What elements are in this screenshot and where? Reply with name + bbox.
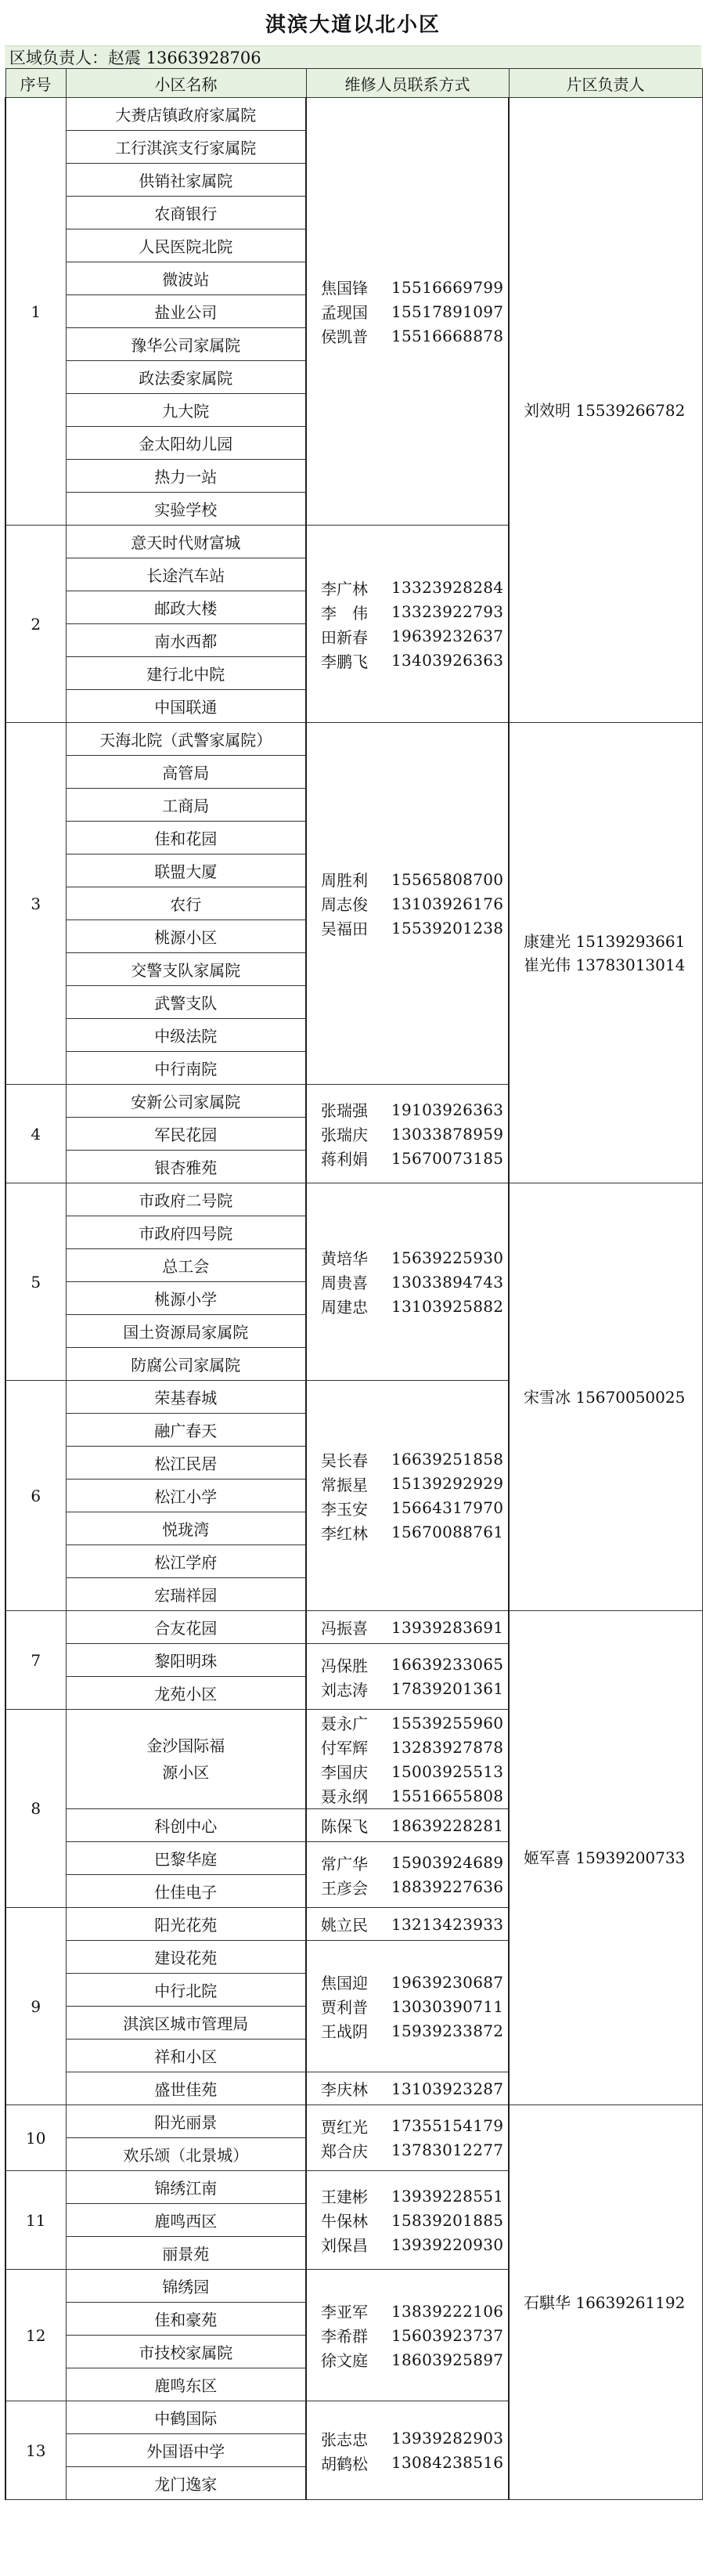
community-name: 中行南院 (66, 1052, 306, 1085)
contact-name: 焦国迎 (321, 1974, 368, 1993)
contact-line (310, 1783, 505, 1808)
community-name: 银杏雅苑 (66, 1151, 306, 1183)
contact-phone: 13939220930 (391, 2235, 504, 2254)
community-name: 锦绣江南 (66, 2171, 306, 2204)
contact-phone: 17355154179 (391, 2116, 504, 2135)
contact-name: 田新春 (321, 627, 368, 647)
region-manager: 区域负责人：赵震 13663928706 (5, 45, 701, 68)
community-name: 市技校家属院 (66, 2336, 306, 2368)
seq-cell: 3 (5, 723, 66, 1085)
community-name: 南水西都 (66, 624, 306, 657)
community-name: 军民花园 (66, 1118, 306, 1151)
contact-cell (306, 1908, 509, 1941)
contact-name: 李玉安 (321, 1499, 368, 1519)
seq-cell: 7 (5, 1611, 66, 1710)
contact-phone: 15539201238 (391, 918, 504, 938)
contact-line (310, 1677, 505, 1701)
contact-name: 聂永广 (321, 1714, 368, 1733)
community-name: 总工会 (66, 1249, 306, 1282)
table-row (5, 723, 702, 756)
sheet-title: 淇滨大道以北小区 (265, 13, 441, 37)
community-name: 融广春天 (66, 1414, 306, 1447)
contact-name: 李希群 (321, 2327, 368, 2346)
contact-phone: 13403926363 (391, 651, 504, 670)
contact-line (310, 299, 505, 323)
seq-cell: 6 (5, 1381, 66, 1611)
contact-line (310, 2347, 505, 2372)
contact-phone: 13939228551 (391, 2186, 504, 2206)
contact-line (310, 1851, 505, 1875)
community-name: 鹿鸣东区 (66, 2368, 306, 2401)
seq-cell: 4 (5, 1085, 66, 1183)
contact-line (310, 1912, 505, 1936)
community-name: 金太阳幼儿园 (66, 427, 306, 460)
contact-line (310, 2451, 505, 2475)
header-name: 小区名称 (66, 69, 306, 98)
contact-name: 张瑞庆 (321, 1125, 368, 1144)
contact-name: 王彦会 (321, 1878, 368, 1898)
community-name: 武警支队 (66, 986, 306, 1019)
contact-phone: 15664317970 (391, 1498, 504, 1517)
contact-line (310, 1813, 505, 1837)
contact-cell (306, 723, 509, 1085)
contact-phone: 13939282903 (391, 2429, 504, 2448)
contact-cell (306, 1809, 509, 1842)
contact-line (310, 2426, 505, 2451)
community-name: 中行北院 (66, 1974, 306, 2007)
community-name: 锦绣园 (66, 2270, 306, 2303)
contact-line (310, 1759, 505, 1783)
seq-cell: 11 (5, 2171, 66, 2270)
area-manager: 刘效明 15539266782 (524, 400, 686, 420)
community-name: 龙苑小区 (66, 1677, 306, 1710)
contact-name: 周志俊 (321, 895, 368, 914)
community-name: 外国语中学 (66, 2434, 306, 2467)
community-name: 松江小学 (66, 1479, 306, 1512)
community-name: 龙门逸家 (66, 2467, 306, 2500)
contact-phone: 19639230687 (391, 1972, 504, 1992)
contact-line (310, 576, 505, 600)
contact-phone: 13103926176 (391, 894, 504, 913)
contact-name: 张志忠 (321, 2430, 368, 2449)
contact-line (310, 1711, 505, 1735)
contact-phone: 18639228281 (391, 1815, 504, 1835)
contact-name: 李红林 (321, 1523, 368, 1543)
contact-phone: 13033878959 (391, 1124, 504, 1143)
header-row (5, 69, 702, 98)
contact-phone: 13283927878 (391, 1737, 504, 1757)
community-name: 松江学府 (66, 1545, 306, 1578)
community-name: 市政府二号院 (66, 1183, 306, 1216)
contact-line (310, 1735, 505, 1759)
contact-cell (306, 1611, 509, 1644)
contact-cell (306, 1941, 509, 2072)
contact-name: 黄培华 (321, 1249, 368, 1268)
community-name: 工商局 (66, 789, 306, 822)
contact-name: 牛保林 (321, 2212, 368, 2231)
contact-name: 孟现国 (321, 303, 368, 322)
community-name: 佳和花园 (66, 822, 306, 854)
contact-line (310, 2184, 505, 2208)
community-name: 豫华公司家属院 (66, 328, 306, 361)
community-name: 建行北中院 (66, 657, 306, 690)
seq-cell: 8 (5, 1710, 66, 1908)
contact-phone: 13939283691 (391, 1617, 504, 1637)
contact-phone: 18839227636 (391, 1877, 504, 1896)
contact-line (310, 1270, 505, 1294)
community-name: 热力一站 (66, 460, 306, 493)
community-name: 实验学校 (66, 493, 306, 526)
area-manager: 康建光 15139293661 (524, 931, 686, 951)
contact-name: 李广林 (321, 579, 368, 598)
contact-name: 焦国锋 (321, 279, 368, 298)
community-name: 悦珑湾 (66, 1512, 306, 1545)
community-name: 农商银行 (66, 197, 306, 229)
contact-phone: 13084238516 (391, 2453, 504, 2472)
contact-line (310, 1653, 505, 1677)
contact-line (310, 2232, 505, 2256)
community-name: 政法委家属院 (66, 361, 306, 394)
contact-line (310, 1472, 505, 1496)
contact-line (310, 649, 505, 673)
contact-name: 姚立民 (321, 1916, 368, 1935)
contact-line (310, 2208, 505, 2232)
contact-phone: 13030390711 (391, 1996, 504, 2016)
community-name: 防腐公司家属院 (66, 1348, 306, 1381)
contact-phone: 15517891097 (391, 302, 504, 321)
contact-line (310, 2018, 505, 2043)
community-name: 大赉店镇政府家属院 (66, 98, 306, 131)
contact-line (310, 1970, 505, 1994)
contact-cell (306, 2105, 509, 2171)
table-row (5, 1183, 702, 1216)
contact-cell (306, 1842, 509, 1908)
contact-name: 蒋利娟 (321, 1150, 368, 1169)
contact-phone: 17839201361 (391, 1679, 504, 1698)
community-name-text: 金沙国际福源小区 (146, 1736, 225, 1782)
area-manager: 崔光伟 13783013014 (524, 955, 686, 974)
area-manager: 姬军喜 15939200733 (524, 1848, 686, 1867)
area-manager-cell (509, 1611, 702, 2105)
contact-phone: 18603925897 (391, 2350, 504, 2369)
contact-name: 李国庆 (321, 1763, 368, 1782)
contact-line (310, 2076, 505, 2101)
contact-name: 徐文庭 (321, 2351, 368, 2370)
contact-cell (306, 526, 509, 723)
community-name: 工行淇滨支行家属院 (66, 131, 306, 164)
contact-phone: 15139292929 (391, 1474, 504, 1493)
community-name: 阳光丽景 (66, 2105, 306, 2138)
table-row (5, 1611, 702, 1644)
community-name: 长途汽车站 (66, 558, 306, 591)
contact-name: 李 伟 (321, 603, 368, 623)
spreadsheet (5, 0, 701, 2500)
contact-phone: 13033894743 (391, 1272, 504, 1292)
contact-name: 聂永纲 (321, 1787, 368, 1806)
contact-phone: 19639232637 (391, 627, 504, 645)
contact-phone: 15565808700 (391, 869, 504, 889)
contact-cell (306, 1644, 509, 1710)
contact-line (310, 600, 505, 624)
contact-line (310, 323, 505, 348)
community-name: 九大院 (66, 394, 306, 427)
contact-line (310, 1615, 505, 1639)
contact-line (310, 1146, 505, 1170)
contact-line (310, 1122, 505, 1146)
contact-name: 陈保飞 (321, 1817, 368, 1836)
contact-phone: 15670073185 (391, 1148, 504, 1168)
contact-phone: 15516655808 (391, 1786, 504, 1805)
contact-cell (306, 2072, 509, 2105)
contact-name: 王建彬 (321, 2188, 368, 2206)
contact-phone: 15639225930 (391, 1248, 504, 1267)
contact-line (310, 1994, 505, 2018)
community-name: 中国联通 (66, 690, 306, 723)
community-name: 佳和豪苑 (66, 2303, 306, 2336)
community-name: 意天时代财富城 (66, 526, 306, 558)
community-name: 高管局 (66, 756, 306, 789)
contact-name: 李鹏飞 (321, 652, 368, 671)
community-name: 供销社家属院 (66, 164, 306, 197)
area-manager-cell (509, 723, 702, 1183)
community-name: 宏瑞祥园 (66, 1578, 306, 1611)
community-name: 黎阳明珠 (66, 1644, 306, 1677)
community-name: 农行 (66, 887, 306, 920)
contact-phone: 13839222106 (391, 2301, 504, 2321)
contact-phone: 15003925513 (391, 1761, 504, 1781)
contact-name: 李亚军 (321, 2303, 368, 2321)
community-name: 桃源小区 (66, 920, 306, 953)
community-name: 盛世佳苑 (66, 2072, 306, 2105)
contact-phone: 13103923287 (391, 2079, 504, 2098)
community-name: 鹿鸣西区 (66, 2204, 306, 2237)
contact-phone: 15670088761 (391, 1523, 504, 1541)
contact-name: 吴长春 (321, 1451, 368, 1470)
contact-line (310, 891, 505, 916)
contact-phone: 15539255960 (391, 1713, 504, 1732)
community-name: 交警支队家属院 (66, 953, 306, 986)
community-name: 人民医院北院 (66, 229, 306, 262)
contact-name: 刘保昌 (321, 2236, 368, 2255)
seq-cell: 13 (5, 2401, 66, 2500)
contact-cell (306, 1381, 509, 1611)
community-name: 安新公司家属院 (66, 1085, 306, 1118)
community-name: 微波站 (66, 262, 306, 295)
area-manager-cell (509, 1183, 702, 1611)
contact-name: 张瑞强 (321, 1101, 368, 1120)
contact-cell (306, 2171, 509, 2270)
community-table (5, 68, 703, 2500)
contact-name: 侯凯普 (321, 327, 368, 346)
contact-name: 贾利普 (321, 1998, 368, 2017)
contact-name: 付军辉 (321, 1739, 368, 1758)
contact-phone: 15839201885 (391, 2210, 504, 2230)
contact-name: 李庆林 (321, 2080, 368, 2099)
community-name: 巴黎华庭 (66, 1842, 306, 1875)
contact-cell (306, 2401, 509, 2500)
contact-cell (306, 1183, 509, 1381)
area-manager-cell (509, 98, 702, 723)
seq-cell: 12 (5, 2270, 66, 2401)
contact-line (310, 916, 505, 940)
community-name: 联盟大厦 (66, 854, 306, 887)
community-name: 松江民居 (66, 1447, 306, 1479)
header-seq: 序号 (5, 69, 66, 98)
contact-phone: 15903924689 (391, 1853, 504, 1872)
contact-line (310, 2138, 505, 2162)
contact-line (310, 1245, 505, 1270)
header-contact: 维修人员联系方式 (306, 69, 509, 98)
seq-cell: 1 (5, 98, 66, 526)
contact-line (310, 2299, 505, 2323)
seq-cell: 10 (5, 2105, 66, 2171)
community-name: 祥和小区 (66, 2039, 306, 2072)
contact-name: 周贵喜 (321, 1274, 368, 1292)
area-manager-cell (509, 2105, 702, 2500)
community-name (66, 1710, 306, 1809)
contact-name: 郑合庆 (321, 2141, 368, 2161)
community-name: 仕佳电子 (66, 1875, 306, 1908)
community-name: 欢乐颂（北景城） (66, 2138, 306, 2171)
contact-name: 吴福田 (321, 919, 368, 938)
contact-phone: 19103926363 (391, 1100, 504, 1119)
seq-cell: 5 (5, 1183, 66, 1381)
community-name: 合友花园 (66, 1611, 306, 1644)
community-name: 中鹤国际 (66, 2401, 306, 2434)
contact-name: 刘志涛 (321, 1680, 368, 1700)
community-name: 科创中心 (66, 1809, 306, 1842)
table-row (5, 98, 702, 131)
contact-line (310, 1520, 505, 1545)
community-name: 盐业公司 (66, 295, 306, 328)
contact-name: 常广华 (321, 1854, 368, 1873)
contact-name: 冯振喜 (321, 1619, 368, 1638)
contact-phone: 13783012277 (391, 2141, 504, 2159)
contact-line (310, 2114, 505, 2138)
community-name: 荣基春城 (66, 1381, 306, 1414)
area-manager: 宋雪冰 15670050025 (524, 1387, 686, 1407)
contact-line (310, 1097, 505, 1122)
contact-name: 周胜利 (321, 871, 368, 890)
community-name: 丽景苑 (66, 2237, 306, 2270)
contact-phone: 15603923737 (391, 2325, 504, 2345)
contact-cell (306, 1710, 509, 1809)
contact-phone: 15516668878 (391, 326, 504, 345)
contact-line (310, 275, 505, 299)
contact-line (310, 867, 505, 891)
contact-name: 周建忠 (321, 1298, 368, 1317)
contact-name: 胡鹤松 (321, 2454, 368, 2473)
contact-cell (306, 2270, 509, 2401)
seq-cell: 9 (5, 1908, 66, 2105)
contact-phone: 15939233872 (391, 2021, 504, 2040)
header-manager: 片区负责人 (509, 69, 702, 98)
table-body (5, 98, 702, 2500)
table-row (5, 2105, 702, 2138)
contact-name: 王战阴 (321, 2022, 368, 2041)
community-name: 市政府四号院 (66, 1216, 306, 1249)
contact-line (310, 1875, 505, 1899)
contact-phone: 13323922793 (391, 602, 504, 621)
contact-name: 冯保胜 (321, 1656, 368, 1675)
community-name: 淇滨区城市管理局 (66, 2007, 306, 2039)
contact-name: 贾红光 (321, 2117, 368, 2137)
contact-line (310, 1294, 505, 1318)
community-name: 天海北院（武警家属院） (66, 723, 306, 756)
seq-cell: 2 (5, 526, 66, 723)
contact-phone: 13103925882 (391, 1296, 504, 1316)
community-name: 阳光花苑 (66, 1908, 306, 1941)
community-name: 邮政大楼 (66, 591, 306, 624)
community-name: 中级法院 (66, 1019, 306, 1052)
contact-line (310, 624, 505, 649)
contact-line (310, 1447, 505, 1472)
contact-phone: 13213423933 (391, 1914, 504, 1934)
contact-phone: 16639251858 (391, 1450, 504, 1469)
contact-name: 常振星 (321, 1475, 368, 1494)
contact-cell (306, 98, 509, 526)
community-name: 桃源小学 (66, 1282, 306, 1315)
contact-line (310, 2323, 505, 2347)
area-manager: 石騏华 16639261192 (524, 2292, 686, 2312)
contact-phone: 15516669799 (391, 277, 504, 297)
community-name: 国土资源局家属院 (66, 1315, 306, 1348)
contact-line (310, 1496, 505, 1520)
contact-cell (306, 1085, 509, 1183)
contact-phone: 13323928284 (391, 578, 504, 597)
community-name: 建设花苑 (66, 1941, 306, 1974)
contact-phone: 16639233065 (391, 1655, 504, 1674)
